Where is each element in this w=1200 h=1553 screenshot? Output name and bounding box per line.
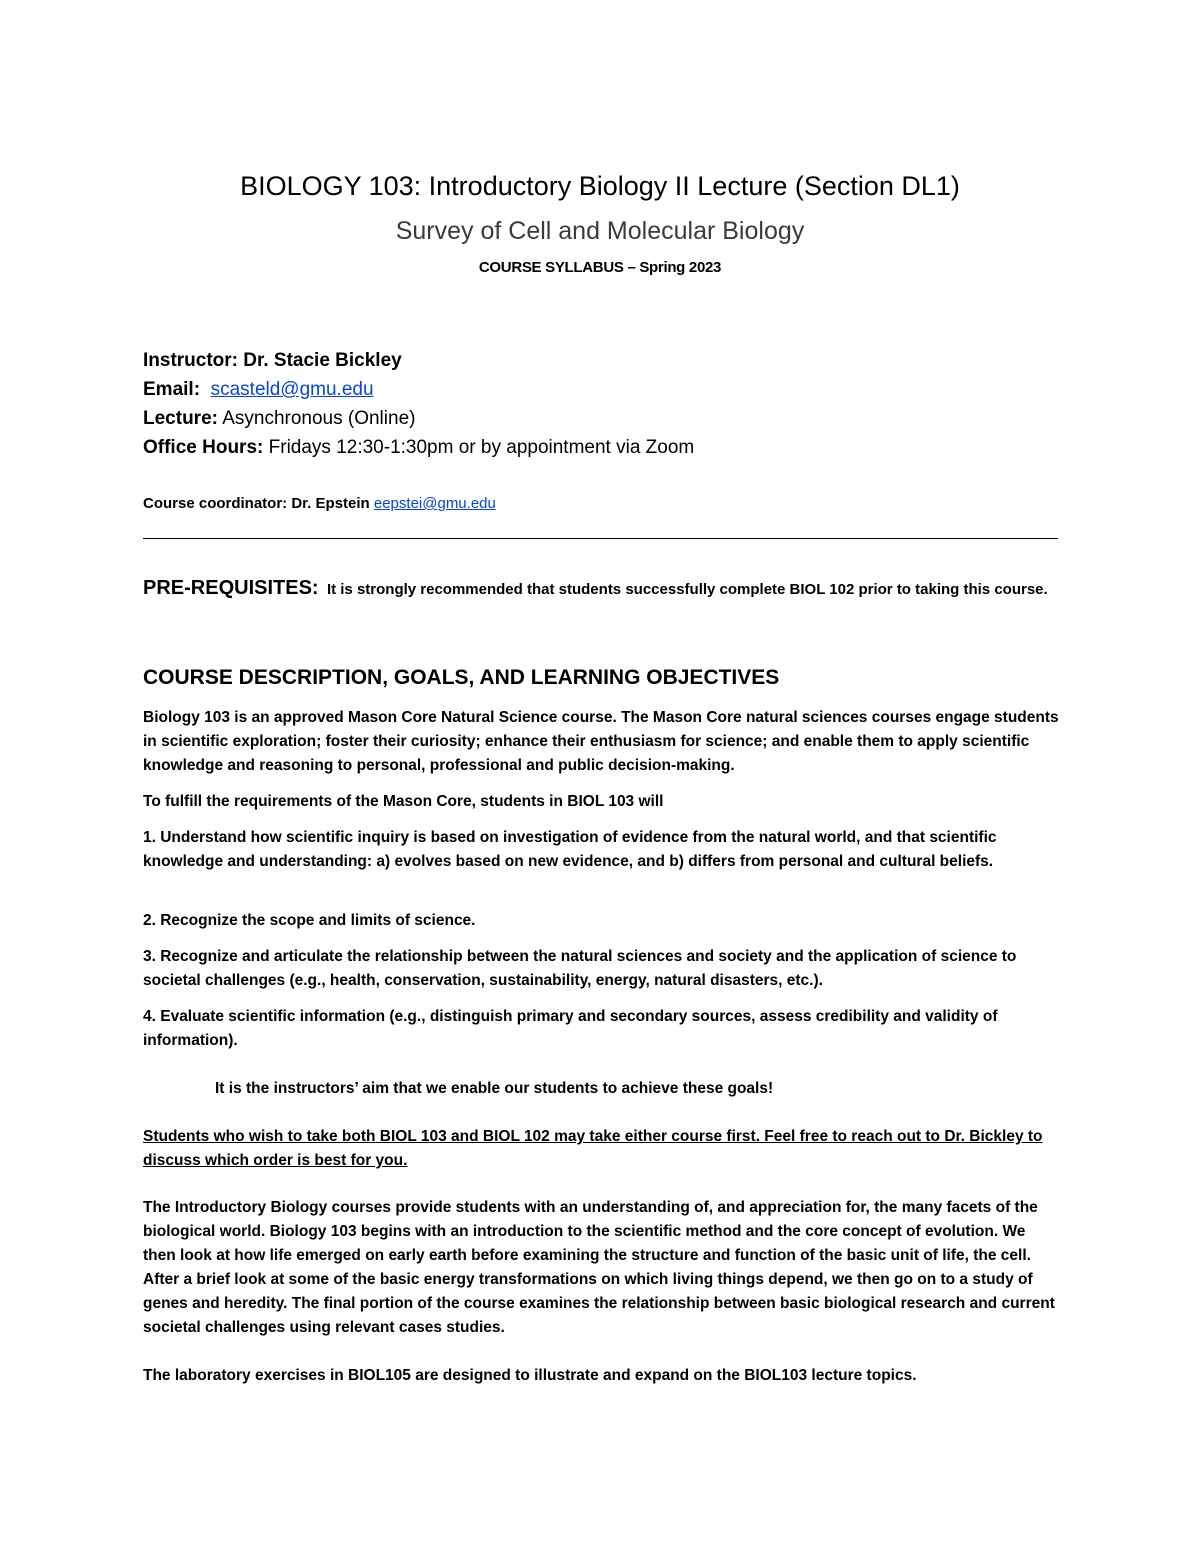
coordinator-label: Course coordinator: Dr. Epstein (143, 495, 370, 512)
prerequisites-paragraph (143, 575, 1058, 603)
office-hours-label: Office Hours: (143, 437, 264, 458)
objective-item: 1. Understand how scientific inquiry is based on investigation of evidence from the natural world, and that scientific knowledge and understanding: a) evolves based on new evidence, and b) differs from personal and cultural beliefs. (143, 829, 997, 870)
course-subtitle: Survey of Cell and Molecular Biology (395, 217, 805, 245)
course-description-heading: COURSE DESCRIPTION, GOALS, AND LEARNING OBJECTIVES (143, 666, 780, 689)
lecture-label: Lecture: (143, 408, 218, 429)
objective-item: 4. Evaluate scientific information (e.g., distinguish primary and secondary sources, assess credibility and validity of information). (143, 1008, 998, 1049)
coordinator-row (143, 494, 496, 514)
objective-item: 3. Recognize and articulate the relationship between the natural sciences and society and the application of science to societal challenges (e.g., health, conservation, sustainability, energy, natural disasters, etc.). (143, 948, 1017, 989)
intro-biology-paragraph: The Introductory Biology courses provide students with an understanding of, and appreciation for, the many facets of the biological world. Biology 103 begins with an introduction to the scientific method and the core concept of evolution. We then look at how life emerged on early earth before examining the structure and function of the basic unit of life, the cell. After a brief look at some of the basic energy transformations on which living things depend, we then go on to a study of genes and heredity. The final portion of the course examines the relationship between basic biological research and current societal challenges using relevant cases studies. (143, 1199, 1055, 1336)
lecture-value: Asynchronous (Online) (222, 408, 416, 429)
office-hours-value: Fridays 12:30-1:30pm or by appointment via Zoom (268, 437, 695, 458)
mason-core-paragraph: Biology 103 is an approved Mason Core Natural Science course. The Mason Core natural sciences courses engage students in scientific exploration; foster their curiosity; enhance their enthusiasm for science; and enable them to apply scientific knowledge and reasoning to personal, professional and public decision-making. (143, 709, 1059, 774)
instructor-row (143, 346, 1063, 375)
instructor-name: Instructor: Dr. Stacie Bickley (143, 350, 402, 371)
course-title: BIOLOGY 103: Introductory Biology II Lecture (Section DL1) (240, 171, 960, 201)
instructor-info (143, 346, 1063, 462)
office-hours-row (143, 433, 1063, 462)
coordinator-email-link[interactable]: eepstei@gmu.edu (373, 495, 496, 512)
syllabus-term: COURSE SYLLABUS – Spring 2023 (478, 259, 722, 276)
course-order-note: Students who wish to take both BIOL 103 and BIOL 102 may take either course first. Feel free to reach out to Dr. Bickley to discuss which order is best for you. (143, 1128, 1043, 1169)
prerequisites-colon: : (311, 577, 319, 599)
email-label: Email: (143, 379, 201, 400)
lecture-row (143, 404, 1063, 433)
prerequisites-heading: PRE-REQUISITES (143, 577, 312, 599)
objective-item: 2. Recognize the scope and limits of science. (143, 912, 476, 929)
email-row (143, 375, 1063, 404)
prerequisites-text: It is strongly recommended that students successfully complete BIOL 102 prior to taking this course. (326, 581, 1048, 598)
requirements-intro: To fulfill the requirements of the Mason Core, students in BIOL 103 will (143, 793, 664, 810)
laboratory-paragraph: The laboratory exercises in BIOL105 are designed to illustrate and expand on the BIOL103 lecture topics. (143, 1367, 917, 1384)
instructors-aim: It is the instructors’ aim that we enable our students to achieve these goals! (215, 1080, 774, 1097)
instructor-email-link[interactable]: scasteld@gmu.edu (210, 379, 374, 400)
divider-line (143, 538, 1058, 539)
